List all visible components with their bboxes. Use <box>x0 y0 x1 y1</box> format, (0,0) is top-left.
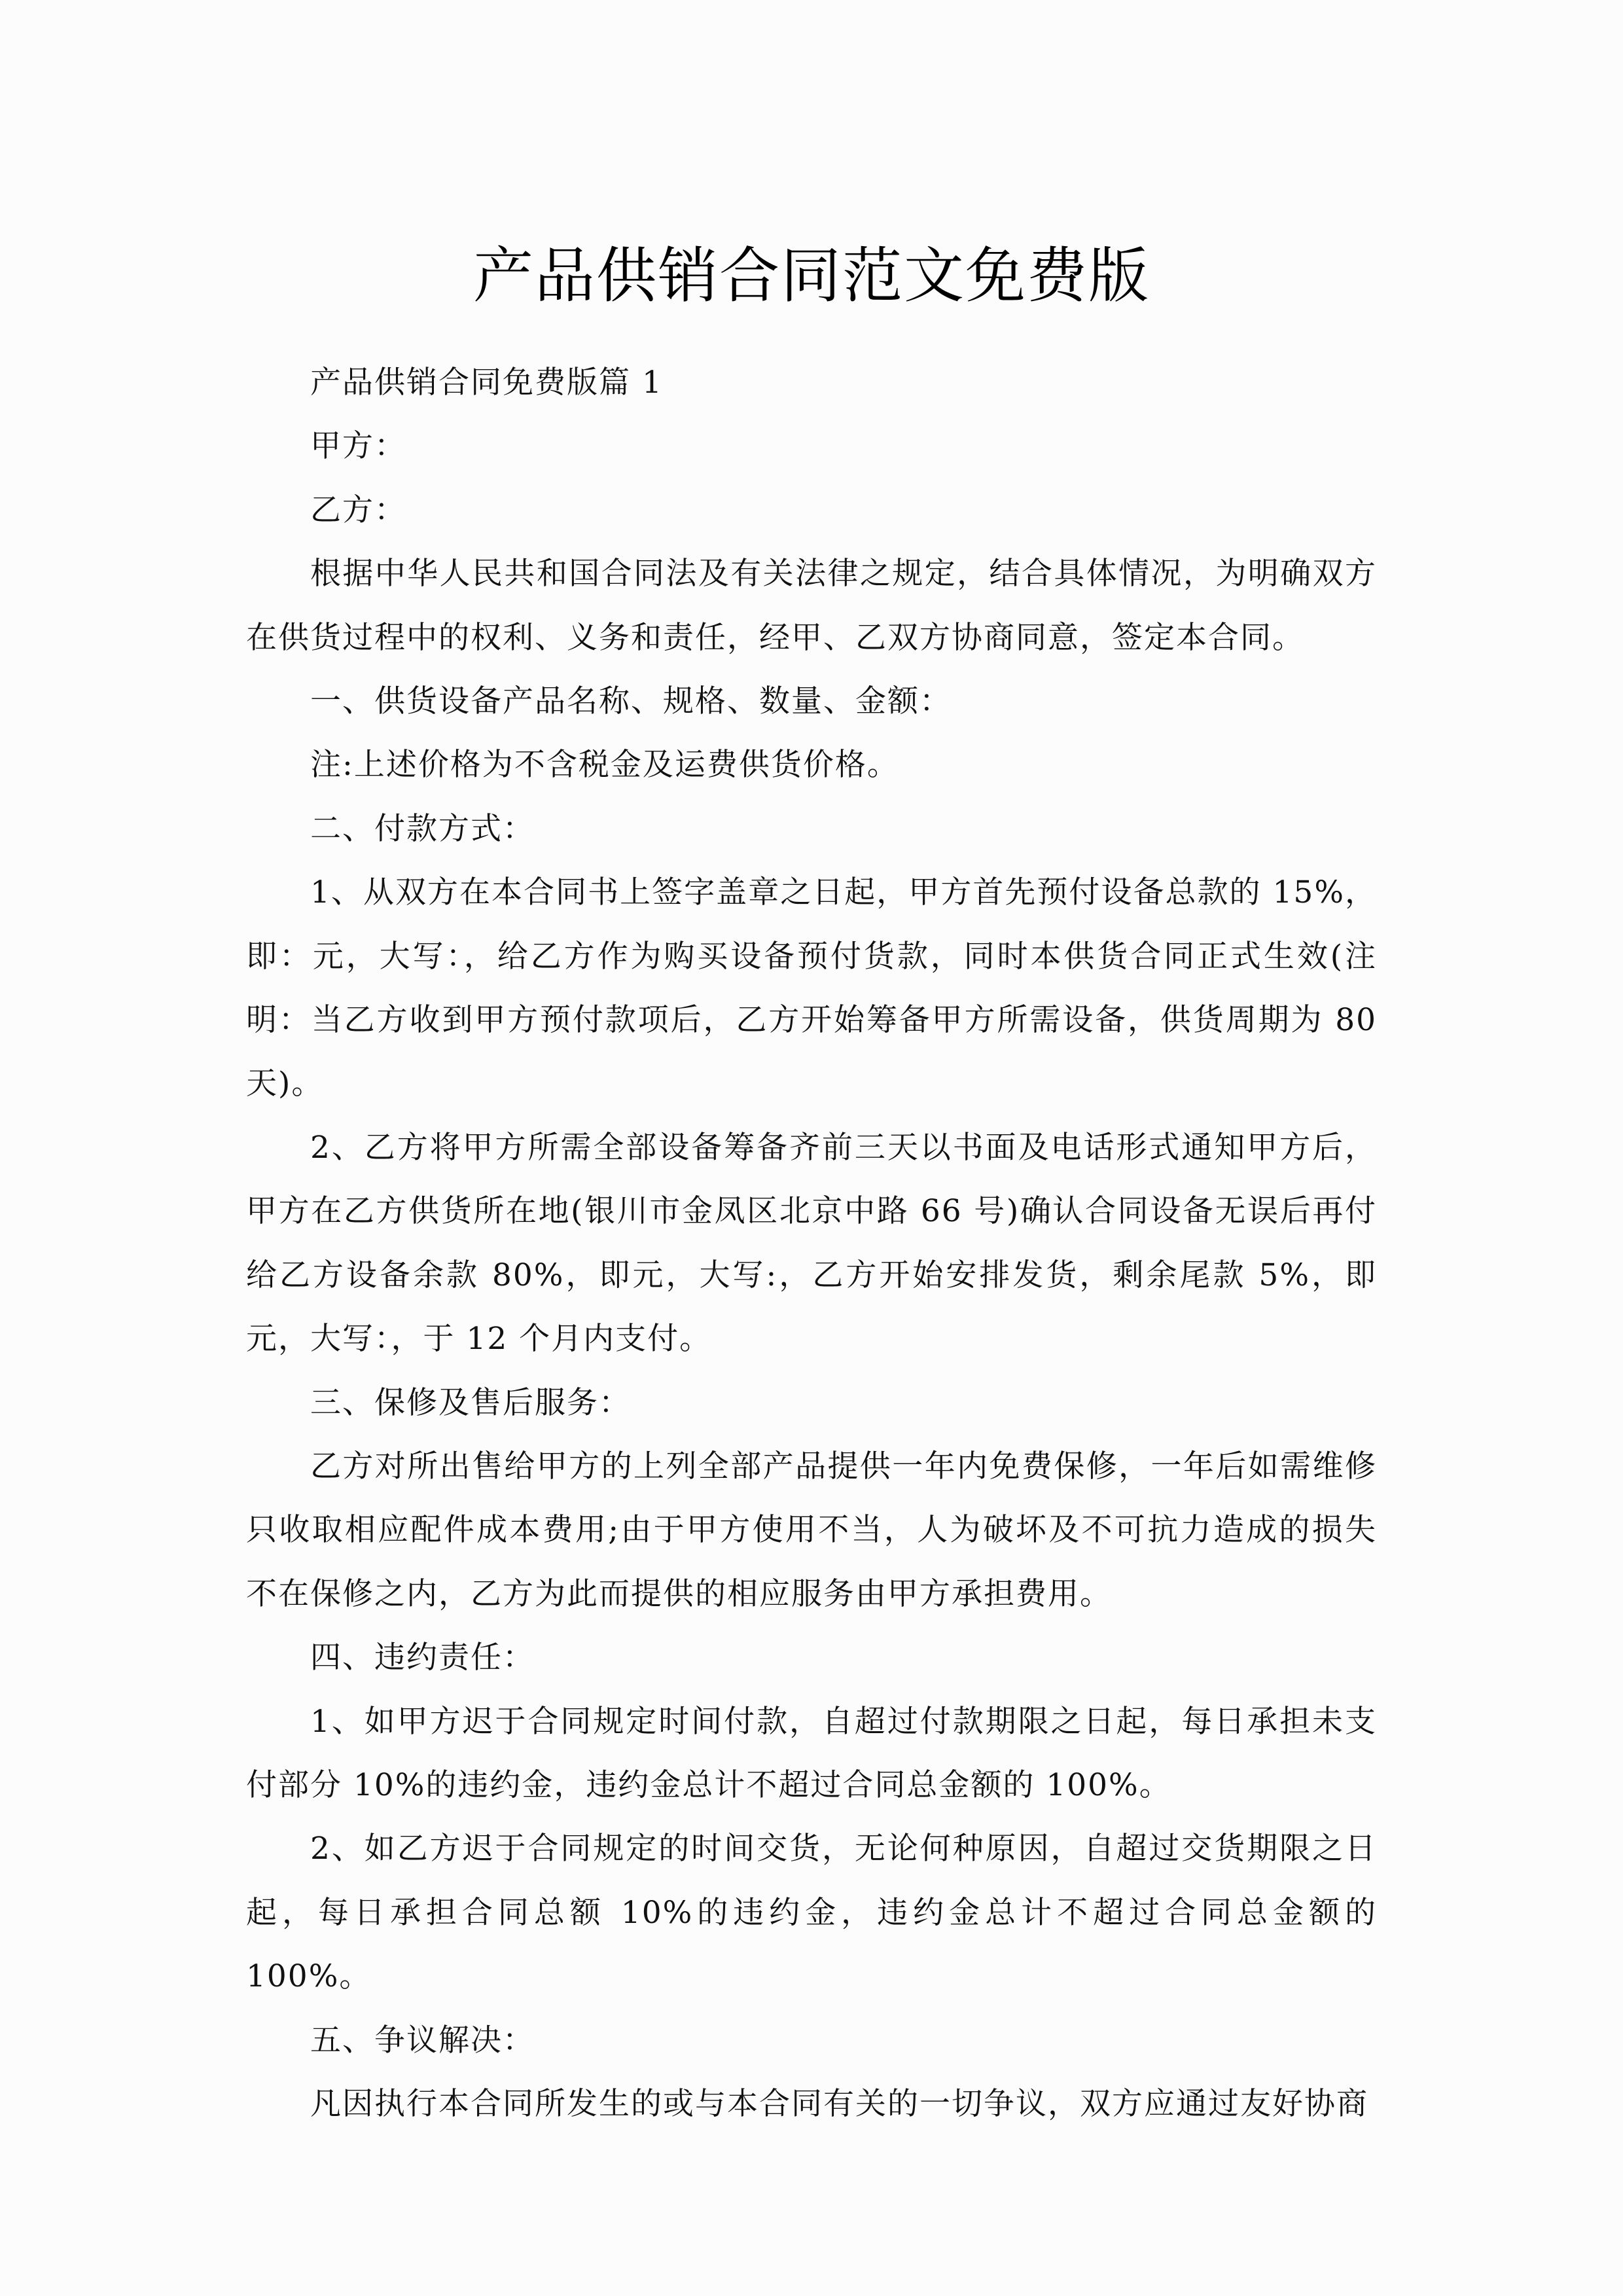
section-heading-part-1: 产品供销合同免费版篇 1 <box>310 365 663 401</box>
price-note: 注:上述价格为不含税金及运费供货价格。 <box>310 747 899 783</box>
clause-4-heading: 四、违约责任： <box>310 1640 535 1676</box>
clause-5-heading: 五、争议解决： <box>310 2022 535 2058</box>
clause-2-heading: 二、付款方式： <box>310 810 535 847</box>
dispute-paragraph: 凡因执行本合同所发生的或与本合同有关的一切争议，双方应通过友好协商 <box>310 2085 1368 2122</box>
document-title: 产品供销合同范文免费版 <box>473 240 1150 311</box>
liability-item-1: 1、如甲方迟于合同规定时间付款，自超过付款期限之日起，每日承担未支付部分 10%的违约金，违约金总计不超过合同总金额的 100%。 <box>246 1703 1377 1803</box>
warranty-paragraph: 乙方对所出售给甲方的上列全部产品提供一年内免费保修，一年后如需维修只收取相应配件成本费用;由于甲方使用不当，人为破坏及不可抗力造成的损失不在保修之内，乙方为此而提供的相应服务由甲方承担费用。 <box>246 1448 1377 1612</box>
preamble-paragraph: 根据中华人民共和国合同法及有关法律之规定，结合具体情况，为明确双方在供货过程中的权利、义务和责任，经甲、乙双方协商同意，签定本合同。 <box>246 556 1377 656</box>
document-body <box>246 351 1377 2136</box>
payment-item-1: 1、从双方在本合同书上签字盖章之日起，甲方首先预付设备总款的 15%，即：元，大写：，给乙方作为购买设备预付货款，同时本供货合同正式生效(注明：当乙方收到甲方预付款项后，乙方开始筹备甲方所需设备，供货周期为 80 天)。 <box>246 874 1377 1102</box>
payment-item-2: 2、乙方将甲方所需全部设备筹备齐前三天以书面及电话形式通知甲方后，甲方在乙方供货所在地(银川市金凤区北京中路 66 号)确认合同设备无误后再付给乙方设备余款 80%，即元，大写:，乙方开始安排发货，剩余尾款 5%，即元，大写：，于 12 个月内支付。 <box>246 1129 1377 1357</box>
clause-3-heading: 三、保修及售后服务： <box>310 1384 631 1421</box>
party-b-label: 乙方： <box>310 492 406 528</box>
liability-item-2: 2、如乙方迟于合同规定的时间交货，无论何种原因，自超过交货期限之日起，每日承担合同总额 10%的违约金，违约金总计不超过合同总金额的 100%。 <box>246 1831 1377 1995</box>
clause-1-heading: 一、供货设备产品名称、规格、数量、金额： <box>310 683 952 720</box>
party-a-label: 甲方： <box>310 428 406 465</box>
